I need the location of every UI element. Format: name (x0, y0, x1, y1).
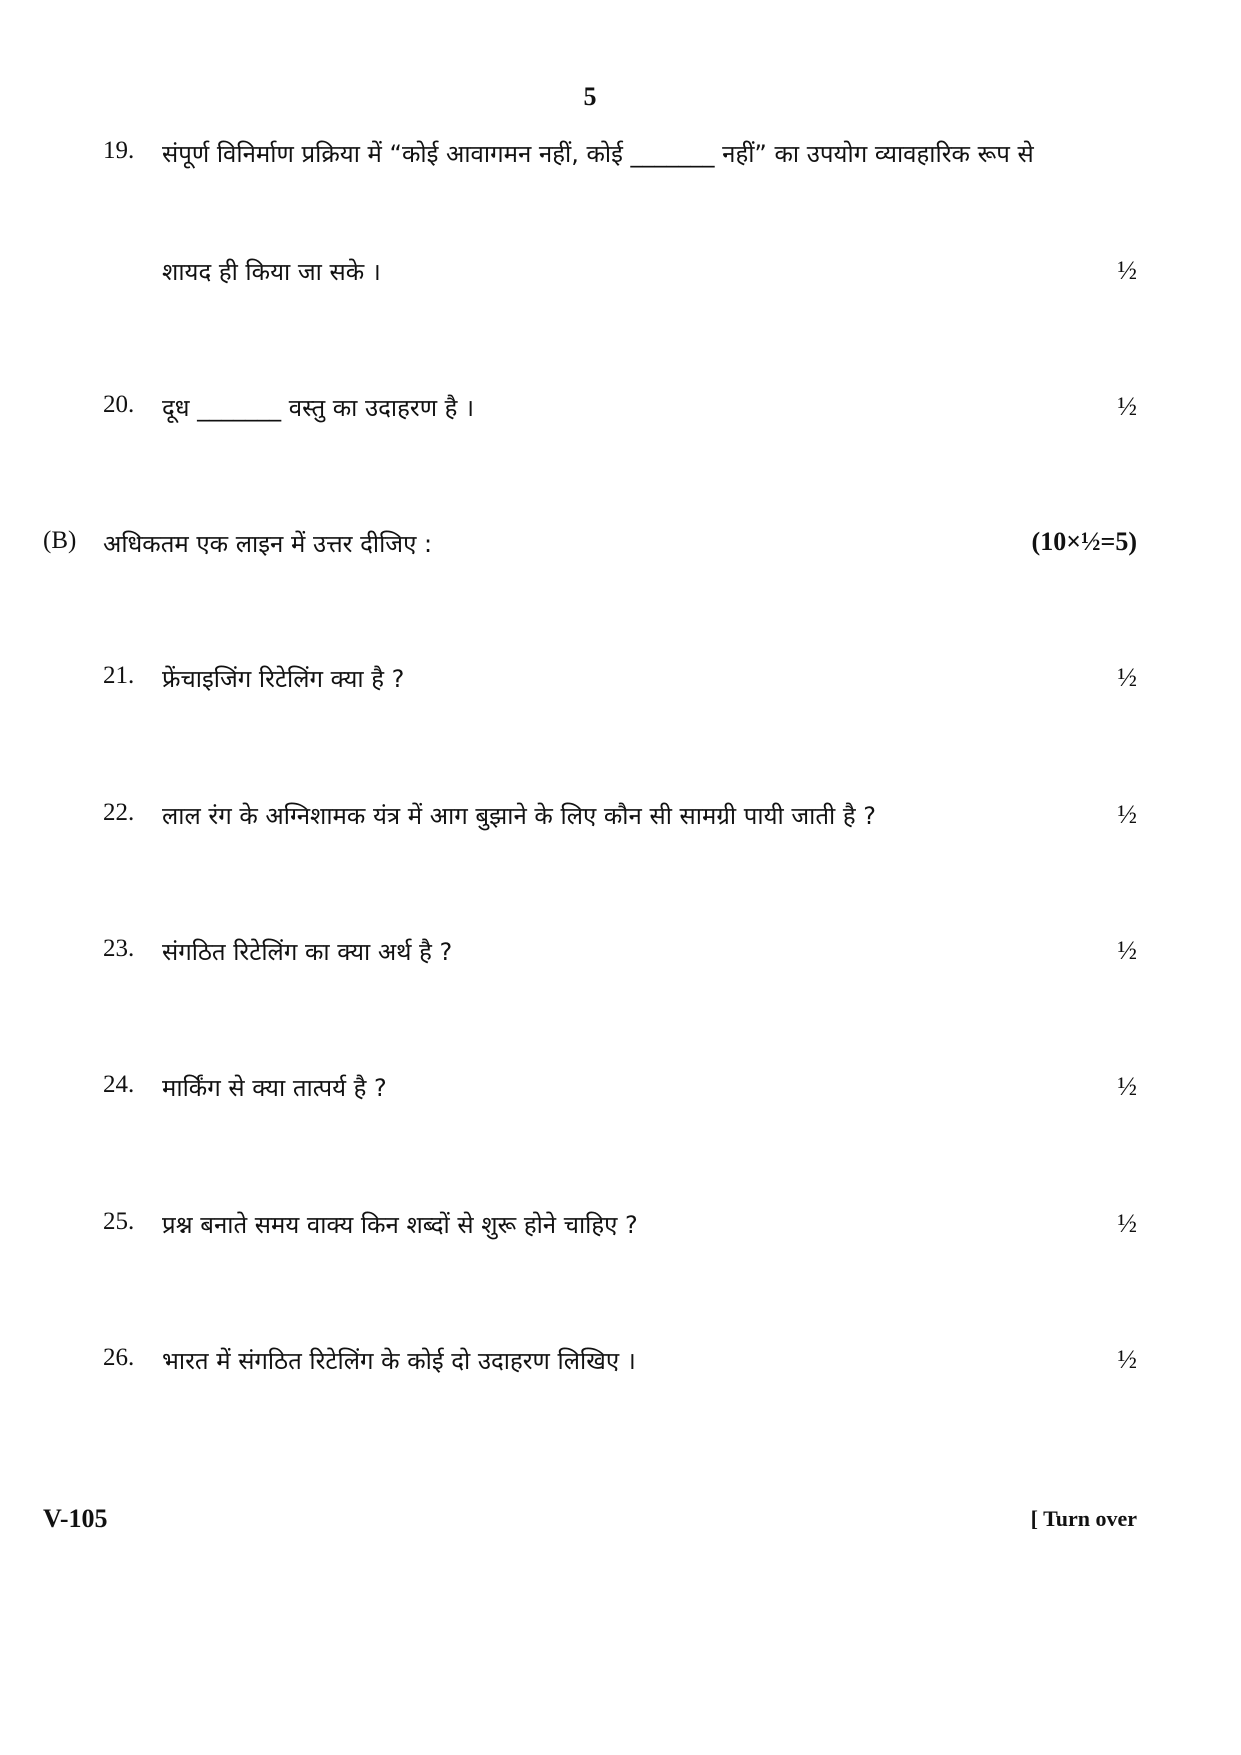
turn-over-note: [ Turn over (1030, 1506, 1137, 1531)
question-number: 21. (103, 662, 135, 689)
question-number: 22. (103, 799, 135, 826)
question-marks: ½ (1117, 256, 1137, 285)
question-text: संपूर्ण विनिर्माण प्रक्रिया में “कोई आवागमन नहीं, कोई _______ नहीं” का उपयोग व्यावहारिक रूप से (162, 140, 1034, 168)
question-marks: ½ (1117, 392, 1137, 421)
question-number: 24. (103, 1071, 135, 1098)
question-marks: ½ (1117, 936, 1137, 965)
question-number: 20. (103, 391, 135, 418)
page-number: 5 (583, 82, 597, 111)
question-marks: ½ (1117, 1209, 1137, 1238)
question-number: 25. (103, 1208, 135, 1235)
question-text: संगठित रिटेलिंग का क्या अर्थ है ? (162, 938, 453, 966)
question-marks: ½ (1117, 1072, 1137, 1101)
question-text: फ्रेंचाइजिंग रिटेलिंग क्या है ? (162, 665, 405, 693)
question-text: भारत में संगठित रिटेलिंग के कोई दो उदाहरण लिखिए । (162, 1347, 636, 1375)
question-text: प्रश्न बनाते समय वाक्य किन शब्दों से शुरू होने चाहिए ? (162, 1211, 638, 1239)
question-number: 23. (103, 935, 135, 962)
question-number: 26. (103, 1344, 135, 1371)
question-marks: ½ (1117, 1345, 1137, 1374)
question-text: लाल रंग के अग्निशामक यंत्र में आग बुझाने के लिए कौन सी सामग्री पायी जाती है ? (162, 802, 876, 830)
paper-code: V-105 (43, 1504, 108, 1533)
question-text-continued: शायद ही किया जा सके । (162, 258, 381, 286)
question-marks: ½ (1117, 800, 1137, 829)
section-label: (B) (43, 527, 77, 554)
section-marks: (10×½=5) (1031, 527, 1137, 556)
question-text: मार्किंग से क्या तात्पर्य है ? (162, 1074, 387, 1102)
section-instruction: अधिकतम एक लाइन में उत्तर दीजिए : (103, 530, 433, 558)
question-text: दूध _______ वस्तु का उदाहरण है । (162, 394, 475, 422)
question-marks: ½ (1117, 663, 1137, 692)
question-number: 19. (103, 137, 135, 164)
